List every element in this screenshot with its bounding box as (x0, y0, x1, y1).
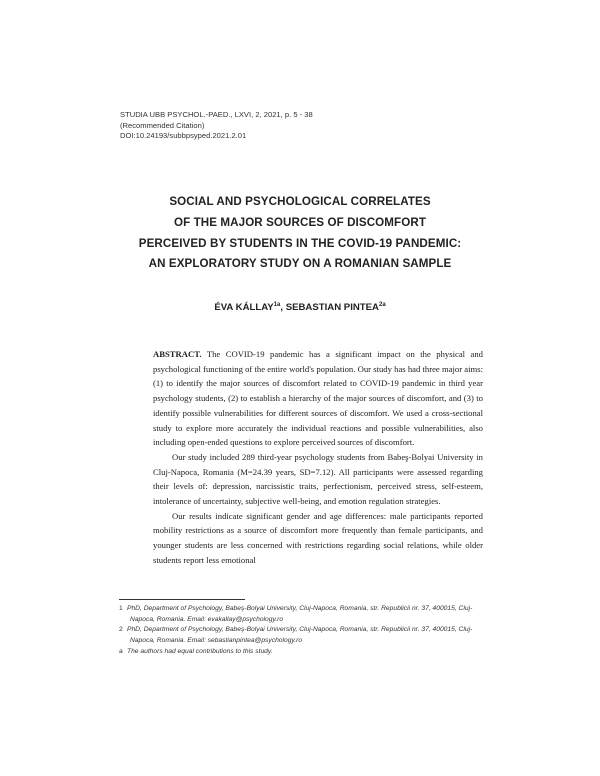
footnote-1-text: PhD, Department of Psychology, Babeş-Bolyai University, Cluj-Napoca, Romania, str. Republicii nr. 37, 400015, Cluj-Napoca, Romania. Email: evakallay@psychology.ro (127, 605, 473, 623)
title-line-1: SOCIAL AND PSYCHOLOGICAL CORRELATES (169, 195, 431, 208)
footnote-divider (119, 599, 245, 600)
doi-line[interactable]: DOI:10.24193/subbpsyped.2021.2.01 (120, 131, 247, 141)
title-line-2: OF THE MAJOR SOURCES OF DISCOMFORT (173, 215, 427, 229)
footnote-2 (119, 625, 483, 646)
footnotes (119, 604, 483, 658)
author-2: SEBASTIAN PINTEA (285, 302, 379, 313)
journal-header (120, 110, 313, 142)
abstract-paragraph-3: Our results indicate significant gender and age differences: male participants reported mobility restrictions as a source of discomfort more frequently than female participants, and younger students are less concerned with restrictions regarding social relations, while older students report less emotional (153, 510, 483, 565)
footnote-1-marker: 1 (119, 605, 123, 612)
abstract-paragraph-1-text: The COVID-19 pandemic has a significant impact on the physical and psychological functioning of the entire world's population. Our study has had three major aims: (1) to identify the major sources of discomfort related to COVID-19 pandemic in third year psychology students, (2) to establish a hierarchy of the major sources of discomfort, and (3) to identify possible vulnerabilities for different sources of discomfort. We used a cross-sectional study to explore more accurately the individual reactions and possible vulnerabilities, also including open-ended questions to explore perceived sources of discomfort. (153, 349, 483, 448)
abstract-label: ABSTRACT. (153, 349, 202, 359)
title-line-4: AN EXPLORATORY STUDY ON A ROMANIAN SAMPLE (148, 257, 452, 271)
footnote-3-text: The authors had equal contributions to this study. (127, 647, 273, 655)
abstract-paragraph-1 (153, 347, 483, 450)
footnote-2-text: PhD, Department of Psychology, Babeş-Bolyai University, Cluj-Napoca, Romania, str. Republicii nr. 37, 400015, Cluj-Napoca, Romania. Email: sebastianpintea@psychology.ro (127, 626, 473, 645)
journal-line: STUDIA UBB PSYCHOL.-PAED., LXVI, 2, 2021, p. 5 - 38 (120, 110, 313, 119)
footnote-2-marker: 2 (119, 626, 123, 634)
author-list (110, 302, 490, 313)
footnote-3 (119, 647, 483, 658)
author-separator: , (280, 302, 286, 313)
citation-line: (Recommended Citation) (120, 120, 205, 130)
author-1: ÉVA KÁLLAY (214, 302, 274, 313)
author-1-affiliation[interactable]: 1a (273, 302, 281, 308)
footnote-1 (119, 604, 483, 625)
title-line-3: PERCEIVED BY STUDENTS IN THE COVID-19 PANDEMIC: (138, 236, 462, 250)
abstract-paragraph-2: Our study included 289 third-year psychology students from Babeş-Bolyai University in Cluj-Napoca, Romania (M=24.39 years, SD=7.12). All participants were assessed regarding their levels of: depression, narcissistic traits, perfectionism, perceived stress, self-esteem, intolerance of uncertainty, subjective well-being, and emotion regulation strategies. (153, 451, 483, 507)
author-2-affiliation[interactable]: 2a (379, 302, 386, 308)
paper-title (110, 192, 490, 275)
footnote-3-marker: a (119, 647, 123, 655)
abstract (153, 347, 483, 568)
